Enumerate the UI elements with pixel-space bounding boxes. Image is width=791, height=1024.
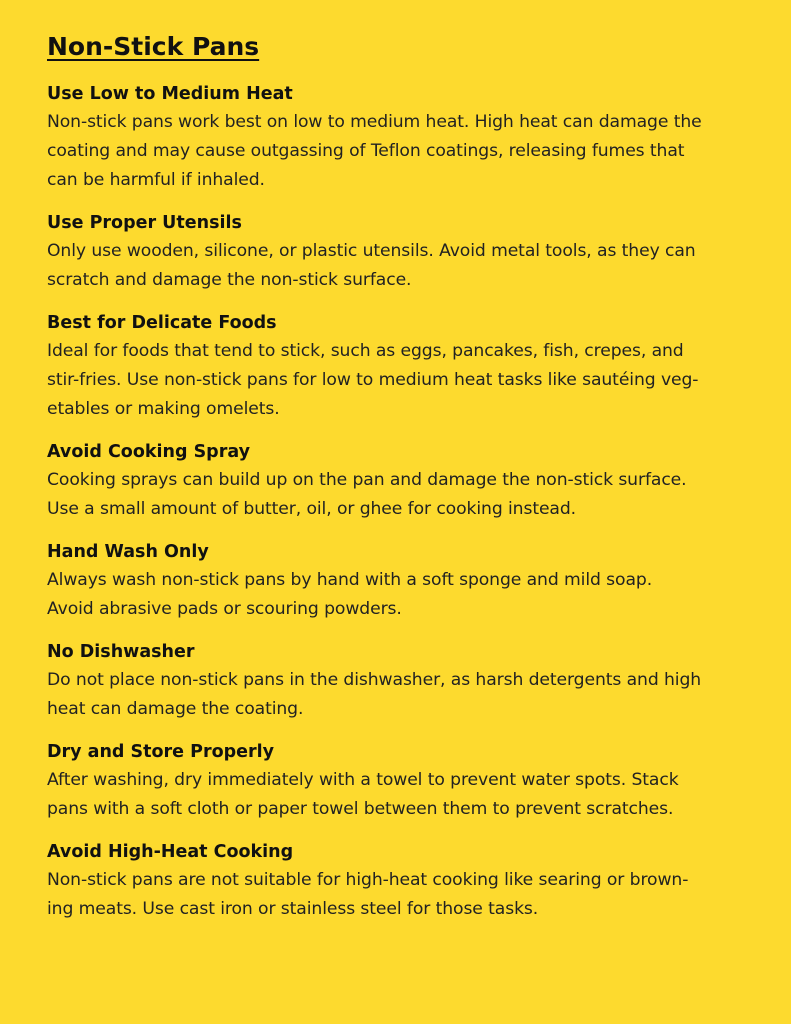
tip-section bbox=[47, 209, 771, 295]
page-title: Non-Stick Pans bbox=[47, 32, 260, 61]
tip-section bbox=[47, 538, 771, 624]
tip-section bbox=[47, 738, 771, 824]
tips-list bbox=[47, 80, 771, 924]
tip-body bbox=[47, 866, 771, 924]
tip-body-line: ing meats. Use cast iron or stainless steel for those tasks. bbox=[47, 899, 539, 919]
tip-body bbox=[47, 666, 771, 724]
tip-heading: Avoid Cooking Spray bbox=[47, 442, 251, 462]
tip-body-line: Only use wooden, silicone, or plastic utensils. Avoid metal tools, as they can bbox=[47, 241, 696, 261]
tip-body bbox=[47, 108, 771, 195]
tip-body bbox=[47, 337, 771, 424]
tip-body-line: After washing, dry immediately with a towel to prevent water spots. Stack bbox=[47, 770, 679, 790]
tip-section bbox=[47, 309, 771, 424]
tip-body bbox=[47, 766, 771, 824]
tip-heading: Hand Wash Only bbox=[47, 542, 209, 562]
tip-section bbox=[47, 80, 771, 195]
tip-heading: Use Proper Utensils bbox=[47, 213, 242, 233]
tip-body-line: pans with a soft cloth or paper towel between them to prevent scratches. bbox=[47, 799, 674, 819]
tip-body-line: Use a small amount of butter, oil, or ghee for cooking instead. bbox=[47, 499, 577, 519]
tip-body-line: Ideal for foods that tend to stick, such as eggs, pancakes, fish, crepes, and bbox=[47, 341, 684, 361]
tip-body-line: Do not place non-stick pans in the dishwasher, as harsh detergents and high bbox=[47, 670, 702, 690]
tip-body-line: scratch and damage the non-stick surface. bbox=[47, 270, 412, 290]
tip-heading: No Dishwasher bbox=[47, 642, 195, 662]
tip-body-line: Non-stick pans are not suitable for high-heat cooking like searing or brown- bbox=[47, 870, 689, 890]
tip-body-line: stir-fries. Use non-stick pans for low to medium heat tasks like sautéing veg- bbox=[47, 370, 699, 390]
tip-body bbox=[47, 237, 771, 295]
tip-body-line: Always wash non-stick pans by hand with a soft sponge and mild soap. bbox=[47, 570, 653, 590]
tip-heading: Avoid High-Heat Cooking bbox=[47, 842, 294, 862]
tip-heading: Use Low to Medium Heat bbox=[47, 84, 293, 104]
tip-body bbox=[47, 466, 771, 524]
tip-body-line: Cooking sprays can build up on the pan and damage the non-stick surface. bbox=[47, 470, 687, 490]
tip-section bbox=[47, 838, 771, 924]
tip-section bbox=[47, 438, 771, 524]
tip-heading: Dry and Store Properly bbox=[47, 742, 275, 762]
tip-body bbox=[47, 566, 771, 624]
tip-body-line: Avoid abrasive pads or scouring powders. bbox=[47, 599, 402, 619]
tip-heading: Best for Delicate Foods bbox=[47, 313, 277, 333]
tip-body-line: can be harmful if inhaled. bbox=[47, 170, 265, 190]
tip-section bbox=[47, 638, 771, 724]
tip-body-line: Non-stick pans work best on low to medium heat. High heat can damage the bbox=[47, 112, 702, 132]
tip-body-line: etables or making omelets. bbox=[47, 399, 280, 419]
tip-body-line: coating and may cause outgassing of Teflon coatings, releasing fumes that bbox=[47, 141, 685, 161]
tip-body-line: heat can damage the coating. bbox=[47, 699, 304, 719]
